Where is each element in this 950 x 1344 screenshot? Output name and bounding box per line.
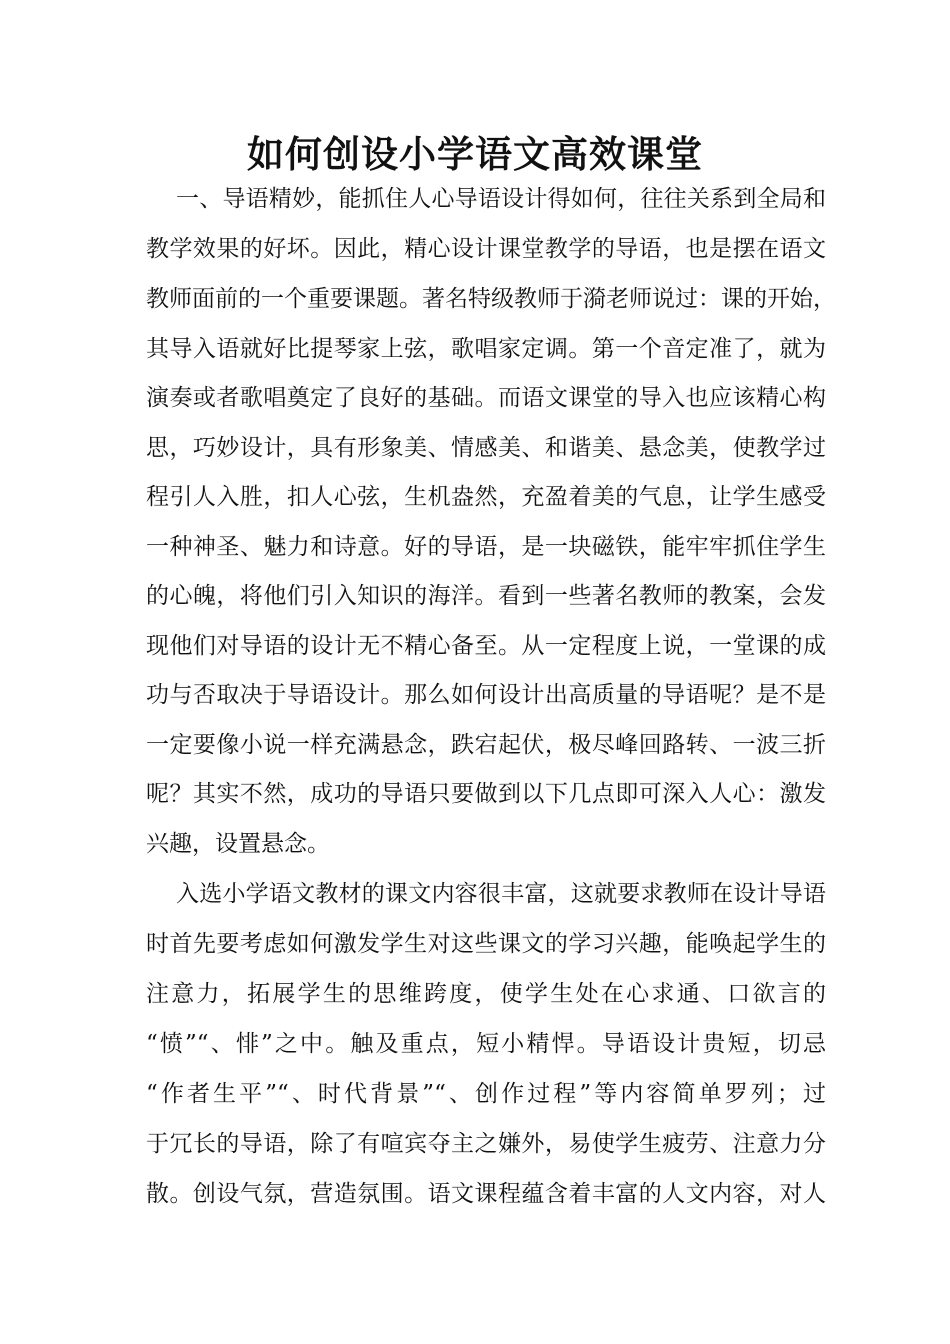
paragraph-1-line-7: 程引人入胜，扣人心弦，生机盎然，充盈着美的气息，让学生感受	[146, 484, 826, 510]
document-title: 如何创设小学语文高效课堂	[247, 132, 703, 176]
paragraph-2-line-3: 注意力，拓展学生的思维跨度，使学生处在心求通、口欲言的	[146, 981, 826, 1007]
paragraph-1-line-13: 呢？其实不然，成功的导语只要做到以下几点即可深入人心：激发	[146, 781, 826, 807]
paragraph-2-line-5: “作者生平”“、时代背景”“、创作过程”等内容简单罗列；过	[146, 1081, 826, 1107]
paragraph-1-line-2: 教学效果的好坏。因此，精心设计课堂教学的导语，也是摆在语文	[146, 236, 826, 262]
paragraph-2-line-2: 时首先要考虑如何激发学生对这些课文的学习兴趣，能唤起学生的	[146, 931, 826, 957]
paragraph-1-line-8: 一种神圣、魅力和诗意。好的导语，是一块磁铁，能牢牢抓住学生	[146, 534, 826, 560]
paragraph-1-line-3: 教师面前的一个重要课题。著名特级教师于漪老师说过：课的开始，	[146, 286, 836, 312]
paragraph-1-line-5: 演奏或者歌唱奠定了良好的基础。而语文课堂的导入也应该精心构	[146, 385, 826, 411]
paragraph-1-line-12: 一定要像小说一样充满悬念，跌宕起伏，极尽峰回路转、一波三折	[146, 732, 826, 758]
paragraph-2-line-4: “愤”“、悱”之中。触及重点，短小精悍。导语设计贵短，切忌	[146, 1031, 826, 1057]
paragraph-1-line-9: 的心魄，将他们引入知识的海洋。看到一些著名教师的教案，会发	[146, 583, 826, 609]
paragraph-2-line-1: 入选小学语文教材的课文内容很丰富，这就要求教师在设计导语	[176, 881, 826, 907]
paragraph-2-line-7: 散。创设气氛，营造氛围。语文课程蕴含着丰富的人文内容，对人	[146, 1181, 826, 1207]
paragraph-1-line-10: 现他们对导语的设计无不精心备至。从一定程度上说，一堂课的成	[146, 633, 826, 659]
paragraph-1-line-1: 一、导语精妙，能抓住人心导语设计得如何，往往关系到全局和	[176, 186, 826, 212]
paragraph-1-line-6: 思，巧妙设计，具有形象美、情感美、和谐美、悬念美，使教学过	[146, 435, 826, 461]
paragraph-1-line-14: 兴趣，设置悬念。	[146, 831, 330, 857]
paragraph-1-line-11: 功与否取决于导语设计。那么如何设计出高质量的导语呢？是不是	[146, 682, 826, 708]
paragraph-1-line-4: 其导入语就好比提琴家上弦，歌唱家定调。第一个音定准了，就为	[146, 336, 826, 362]
paragraph-2-line-6: 于冗长的导语，除了有喧宾夺主之嫌外，易使学生疲劳、注意力分	[146, 1131, 826, 1157]
